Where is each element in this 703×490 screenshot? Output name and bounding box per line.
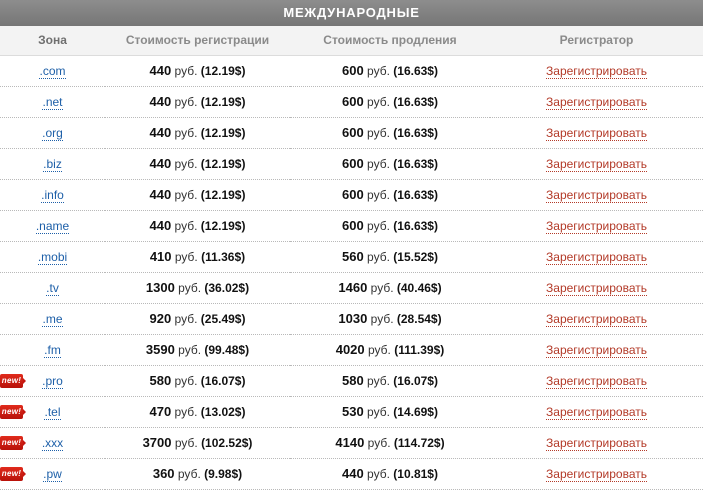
registration-price-usd: (99.48$) xyxy=(204,343,250,357)
renewal-price-usd: (28.54$) xyxy=(396,312,442,326)
renewal-price-usd: (16.63$) xyxy=(393,219,438,233)
zone-cell xyxy=(0,149,105,180)
table-row xyxy=(0,397,703,428)
registration-price-amount: 440 xyxy=(149,156,172,171)
registration-price-cell xyxy=(105,304,290,335)
renewal-price-cell xyxy=(290,273,490,304)
registration-price-amount: 3590 xyxy=(145,342,175,357)
renewal-price-cell xyxy=(290,242,490,273)
column-header-registration: Стоимость регистрации xyxy=(105,26,290,56)
registration-price-cell xyxy=(105,428,290,459)
registrar-cell xyxy=(490,56,703,87)
zone-link[interactable]: .com xyxy=(39,63,66,78)
zone-link[interactable]: .mobi xyxy=(37,249,68,264)
renewal-price-cell xyxy=(290,459,490,490)
renewal-price-amount: 440 xyxy=(342,466,364,481)
renewal-price-usd: (15.52$) xyxy=(393,250,438,264)
zone-cell xyxy=(0,335,105,366)
registration-price-amount: 580 xyxy=(149,373,172,388)
new-badge: new! xyxy=(0,374,23,388)
renewal-price-currency: руб. xyxy=(367,405,390,419)
renewal-price-cell xyxy=(290,118,490,149)
registration-price-currency: руб. xyxy=(174,157,198,171)
zone-link[interactable]: .org xyxy=(42,125,63,140)
renewal-price-cell xyxy=(290,56,490,87)
renewal-price-amount: 600 xyxy=(342,125,364,140)
zone-link[interactable]: .xxx xyxy=(41,435,64,450)
registration-price-amount: 440 xyxy=(149,187,172,202)
registration-price-usd: (12.19$) xyxy=(200,188,246,202)
registration-price-cell xyxy=(105,242,290,273)
zone-link[interactable]: .net xyxy=(42,94,63,109)
registration-price-cell xyxy=(105,366,290,397)
zone-cell xyxy=(0,87,105,118)
registration-price-usd: (25.49$) xyxy=(200,312,246,326)
renewal-price-usd: (40.46$) xyxy=(396,281,442,295)
registrar-cell xyxy=(490,273,703,304)
registrar-cell xyxy=(490,118,703,149)
registration-price-amount: 1300 xyxy=(145,280,175,295)
register-link[interactable]: Зарегистрировать xyxy=(546,466,647,481)
registration-price-amount: 3700 xyxy=(142,435,172,450)
zone-cell xyxy=(0,459,105,490)
registration-price-usd: (12.19$) xyxy=(200,157,246,171)
registration-price-currency: руб. xyxy=(177,467,201,481)
register-link[interactable]: Зарегистрировать xyxy=(546,156,647,171)
renewal-price-usd: (16.63$) xyxy=(393,126,438,140)
registration-price-currency: руб. xyxy=(174,436,198,450)
registrar-cell xyxy=(490,459,703,490)
registration-price-cell xyxy=(105,56,290,87)
renewal-price-currency: руб. xyxy=(367,64,390,78)
registration-price-cell xyxy=(105,118,290,149)
table-row xyxy=(0,242,703,273)
registrar-cell xyxy=(490,366,703,397)
renewal-price-currency: руб. xyxy=(367,343,391,357)
renewal-price-amount: 4140 xyxy=(335,435,365,450)
renewal-price-amount: 600 xyxy=(342,94,364,109)
zone-link[interactable]: .pro xyxy=(42,373,63,388)
registration-price-currency: руб. xyxy=(174,312,198,326)
zone-cell xyxy=(0,118,105,149)
table-row xyxy=(0,118,703,149)
table-title-row xyxy=(0,0,703,26)
table-row xyxy=(0,273,703,304)
renewal-price-currency: руб. xyxy=(367,374,390,388)
register-link[interactable]: Зарегистрировать xyxy=(546,249,647,264)
registration-price-usd: (16.07$) xyxy=(200,374,246,388)
registrar-cell xyxy=(490,428,703,459)
zone-link[interactable]: .tv xyxy=(46,280,59,295)
register-link[interactable]: Зарегистрировать xyxy=(546,94,647,109)
table-row xyxy=(0,180,703,211)
table-row xyxy=(0,459,703,490)
renewal-price-amount: 560 xyxy=(342,249,364,264)
registrar-cell xyxy=(490,335,703,366)
table-row xyxy=(0,428,703,459)
register-link[interactable]: Зарегистрировать xyxy=(546,404,647,419)
renewal-price-currency: руб. xyxy=(367,157,390,171)
registration-price-currency: руб. xyxy=(174,405,198,419)
registration-price-currency: руб. xyxy=(174,188,198,202)
registration-price-amount: 440 xyxy=(149,218,172,233)
registrar-cell xyxy=(490,397,703,428)
registration-price-amount: 360 xyxy=(152,466,175,481)
renewal-price-cell xyxy=(290,304,490,335)
register-link[interactable]: Зарегистрировать xyxy=(546,435,647,450)
renewal-price-cell xyxy=(290,149,490,180)
register-link[interactable]: Зарегистрировать xyxy=(546,342,647,357)
renewal-price-amount: 580 xyxy=(342,373,364,388)
register-link[interactable]: Зарегистрировать xyxy=(546,311,647,326)
renewal-price-usd: (114.72$) xyxy=(393,436,445,450)
registration-price-cell xyxy=(105,180,290,211)
register-link[interactable]: Зарегистрировать xyxy=(546,280,647,295)
table-title: МЕЖДУНАРОДНЫЕ xyxy=(0,0,703,26)
table-header-row xyxy=(0,26,703,56)
renewal-price-amount: 530 xyxy=(342,404,364,419)
renewal-price-currency: руб. xyxy=(370,312,394,326)
registration-price-cell xyxy=(105,211,290,242)
zone-link[interactable]: .name xyxy=(35,218,70,233)
registration-price-usd: (36.02$) xyxy=(204,281,250,295)
renewal-price-usd: (111.39$) xyxy=(394,343,445,357)
renewal-price-cell xyxy=(290,335,490,366)
new-badge: new! xyxy=(0,405,23,419)
registrar-cell xyxy=(490,242,703,273)
registrar-cell xyxy=(490,87,703,118)
zone-cell xyxy=(0,397,105,428)
renewal-price-cell xyxy=(290,180,490,211)
register-link[interactable]: Зарегистрировать xyxy=(546,125,647,140)
registration-price-amount: 470 xyxy=(149,404,172,419)
column-header-registrar: Регистратор xyxy=(490,26,703,56)
registration-price-usd: (12.19$) xyxy=(200,64,246,78)
zone-link[interactable]: .info xyxy=(41,187,64,202)
registration-price-amount: 920 xyxy=(149,311,172,326)
registrar-cell xyxy=(490,304,703,335)
register-link[interactable]: Зарегистрировать xyxy=(546,218,647,233)
renewal-price-currency: руб. xyxy=(367,219,390,233)
registration-price-usd: (11.36$) xyxy=(201,250,246,264)
registration-price-currency: руб. xyxy=(178,281,202,295)
zone-cell xyxy=(0,211,105,242)
registrar-cell xyxy=(490,211,703,242)
registrar-cell xyxy=(490,180,703,211)
table-row xyxy=(0,87,703,118)
registrar-cell xyxy=(490,149,703,180)
zone-cell xyxy=(0,428,105,459)
zone-link[interactable]: .me xyxy=(42,311,63,326)
registration-price-amount: 440 xyxy=(149,125,172,140)
renewal-price-currency: руб. xyxy=(367,467,390,481)
renewal-price-currency: руб. xyxy=(370,281,394,295)
registration-price-amount: 440 xyxy=(149,94,172,109)
register-link[interactable]: Зарегистрировать xyxy=(546,373,647,388)
registration-price-usd: (9.98$) xyxy=(204,467,243,481)
zone-link[interactable]: .fm xyxy=(44,342,61,357)
new-badge: new! xyxy=(0,467,23,481)
registration-price-currency: руб. xyxy=(178,343,202,357)
renewal-price-currency: руб. xyxy=(367,188,390,202)
registration-price-currency: руб. xyxy=(174,64,198,78)
table-body xyxy=(0,56,703,490)
table-row xyxy=(0,304,703,335)
renewal-price-amount: 4020 xyxy=(335,342,365,357)
registration-price-cell xyxy=(105,273,290,304)
table-row xyxy=(0,56,703,87)
column-header-renewal: Стоимость продления xyxy=(290,26,490,56)
renewal-price-usd: (14.69$) xyxy=(393,405,438,419)
renewal-price-currency: руб. xyxy=(367,250,390,264)
registration-price-usd: (12.19$) xyxy=(200,126,246,140)
zone-cell xyxy=(0,242,105,273)
renewal-price-amount: 600 xyxy=(342,218,364,233)
registration-price-cell xyxy=(105,149,290,180)
renewal-price-amount: 600 xyxy=(342,187,364,202)
renewal-price-currency: руб. xyxy=(367,126,390,140)
registration-price-amount: 410 xyxy=(149,249,172,264)
zone-link[interactable]: .pw xyxy=(43,466,62,481)
renewal-price-usd: (16.63$) xyxy=(393,157,438,171)
renewal-price-amount: 600 xyxy=(342,156,364,171)
register-link[interactable]: Зарегистрировать xyxy=(546,63,647,78)
renewal-price-cell xyxy=(290,211,490,242)
renewal-price-usd: (10.81$) xyxy=(393,467,438,481)
registration-price-cell xyxy=(105,459,290,490)
registration-price-currency: руб. xyxy=(174,374,198,388)
registration-price-usd: (102.52$) xyxy=(201,436,253,450)
new-badge: new! xyxy=(0,436,23,450)
zone-cell xyxy=(0,180,105,211)
registration-price-amount: 440 xyxy=(149,63,172,78)
registration-price-cell xyxy=(105,87,290,118)
zone-cell xyxy=(0,304,105,335)
registration-price-usd: (12.19$) xyxy=(200,95,246,109)
renewal-price-usd: (16.07$) xyxy=(393,374,438,388)
table-row xyxy=(0,366,703,397)
register-link[interactable]: Зарегистрировать xyxy=(546,187,647,202)
renewal-price-usd: (16.63$) xyxy=(393,95,438,109)
table-row xyxy=(0,149,703,180)
table-row xyxy=(0,211,703,242)
registration-price-currency: руб. xyxy=(174,126,198,140)
zone-link[interactable]: .biz xyxy=(43,156,62,171)
renewal-price-usd: (16.63$) xyxy=(393,64,438,78)
registration-price-usd: (12.19$) xyxy=(200,219,246,233)
renewal-price-cell xyxy=(290,87,490,118)
renewal-price-cell xyxy=(290,366,490,397)
renewal-price-usd: (16.63$) xyxy=(393,188,438,202)
renewal-price-amount: 1030 xyxy=(338,311,368,326)
zone-cell xyxy=(0,273,105,304)
renewal-price-currency: руб. xyxy=(367,95,390,109)
renewal-price-amount: 1460 xyxy=(338,280,368,295)
zone-cell xyxy=(0,56,105,87)
zone-cell xyxy=(0,366,105,397)
renewal-price-amount: 600 xyxy=(342,63,364,78)
registration-price-cell xyxy=(105,397,290,428)
column-header-zone: Зона xyxy=(0,26,105,56)
zone-link[interactable]: .tel xyxy=(44,404,61,419)
renewal-price-cell xyxy=(290,397,490,428)
renewal-price-cell xyxy=(290,428,490,459)
registration-price-currency: руб. xyxy=(174,219,198,233)
table-row xyxy=(0,335,703,366)
registration-price-currency: руб. xyxy=(174,95,198,109)
registration-price-currency: руб. xyxy=(174,250,198,264)
registration-price-usd: (13.02$) xyxy=(200,405,246,419)
renewal-price-currency: руб. xyxy=(367,436,391,450)
registration-price-cell xyxy=(105,335,290,366)
